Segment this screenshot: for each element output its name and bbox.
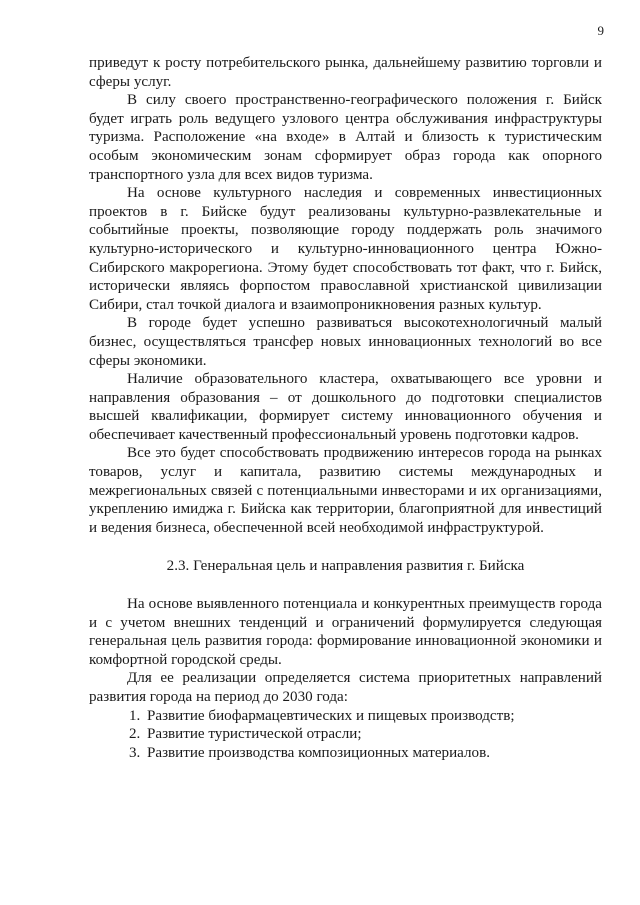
list-item-text: Развитие биофармацевтических и пищевых производств; [147,707,515,724]
list-item [129,744,602,763]
list-item-number: 1. [129,707,141,724]
list-item [129,725,602,744]
list-item-number: 2. [129,726,141,743]
paragraph: приведут к росту потребительского рынка, дальнейшему развитию торговли и сферы услуг. [89,55,602,90]
paragraph: Наличие образовательного кластера, охватывающего все уровни и направления образования – от дошкольного до подготовки специалистов высшей квалификации, формирует систему инновационного обучения и обеспечивает качественный профессиональный уровень подготовки кадров. [89,371,602,443]
document-body [89,54,602,762]
page-number: 9 [597,23,604,38]
list-item-text: Развитие производства композиционных материалов. [147,744,490,761]
paragraph: В силу своего пространственно-географического положения г. Бийск будет играть роль ведущего узлового центра обслуживания инфраструктуры туризма. Расположение «на входе» в Алтай и близость к туристическим особым экономическим зонам сформирует образ города как опорного транспортного узла для всех видов туризма. [89,92,602,183]
section-heading: 2.3. Генеральная цель и направления развития г. Бийска [166,558,525,575]
paragraph: В городе будет успешно развиваться высокотехнологичный малый бизнес, осуществляться трансфер новых инновационных технологий во все сферы экономики. [89,315,602,369]
list-item-number: 3. [129,744,141,761]
list-item-text: Развитие туристической отрасли; [147,726,362,743]
directions-list [89,707,602,763]
paragraph: На основе выявленного потенциала и конкурентных преимуществ города и с учетом внешних тенденций и ограничений формулируется следующая генеральная цель развития города: формирование инновационной экономики и комфортной городской среды. [89,596,602,668]
list-item [129,707,602,726]
paragraph: На основе культурного наследия и современных инвестиционных проектов в г. Бийске будут реализованы культурно-развлекательные и событийные проекты, позволяющие городу поддержать роль значимого культурно-исторического и культурно-инновационного центра Южно-Сибирского макрорегиона. Этому будет способствовать тот факт, что г. Бийск, исторически являясь форпостом православной христианской цивилизации Сибири, стал точкой диалога и взаимопроникновения разных культур. [89,185,602,313]
paragraph: Все это будет способствовать продвижению интересов города на рынках товаров, услуг и капитала, развитию системы международных и межрегиональных связей с потенциальными инвесторами и их организациями, укреплению имиджа г. Бийска как территории, благоприятной для инвестиций и ведения бизнеса, обеспеченной всей необходимой инфраструктурой. [89,445,602,536]
paragraph: Для ее реализации определяется система приоритетных направлений развития города на период до 2030 года: [89,670,602,705]
